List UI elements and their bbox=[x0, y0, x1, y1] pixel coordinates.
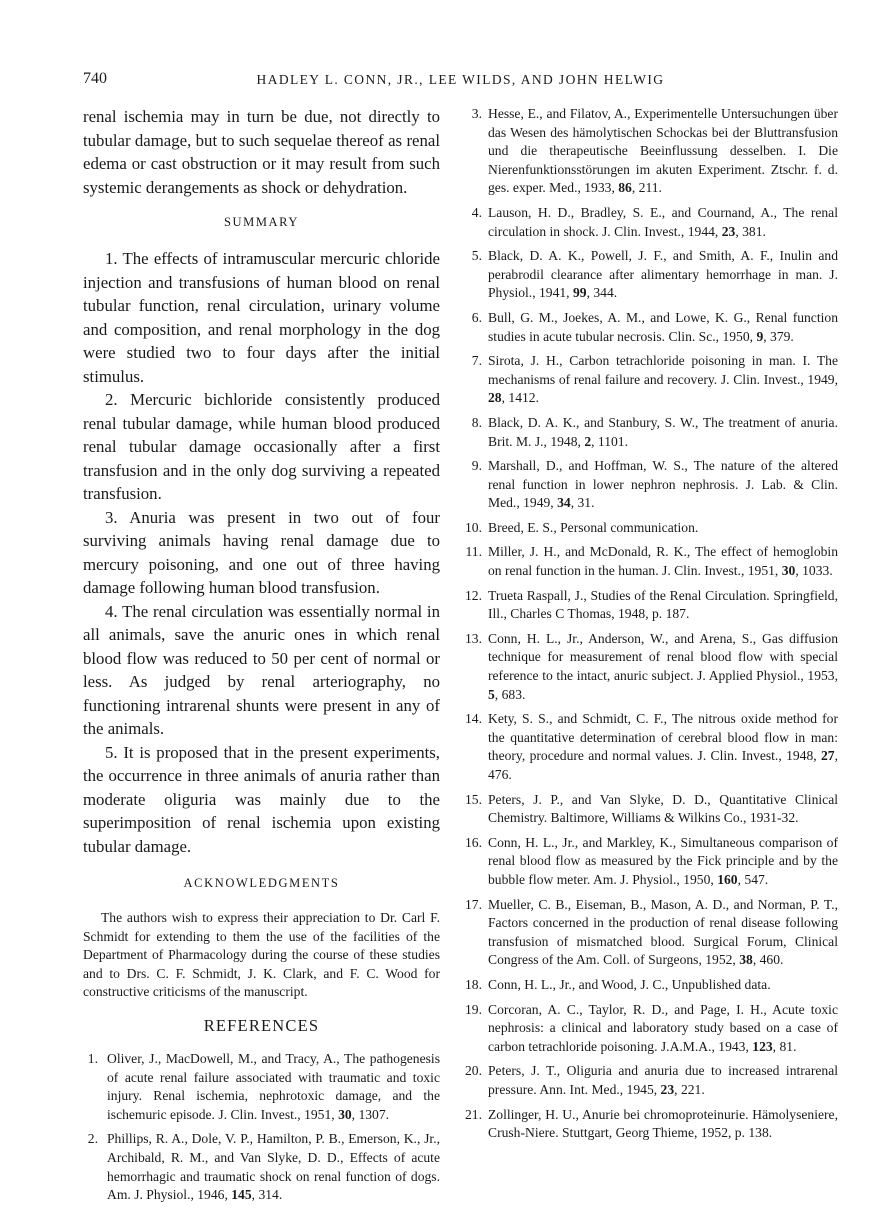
reference-item bbox=[463, 896, 838, 970]
reference-number: 2. bbox=[87, 1131, 98, 1147]
reference-number: 12. bbox=[465, 587, 482, 603]
intro-paragraph: renal ischemia may in turn be due, not directly to tubular damage, but to such sequelae thereof as renal edema or cast obstruction or it may result from such systemic derangements as shock or dehydration. bbox=[83, 107, 440, 197]
reference-volume: 23 bbox=[721, 223, 736, 239]
reference-text: Conn, H. L., Jr., and Markley, K., Simultaneous comparison of renal blood flow as measured by the Fick principle and by the bubble flow meter. Am. J. Physiol., 1950, 160, 547. bbox=[488, 834, 838, 887]
reference-item bbox=[463, 834, 838, 890]
reference-number: 11. bbox=[465, 544, 482, 560]
reference-text: Marshall, D., and Hoffman, W. S., The nature of the altered renal function in lower nephron nephrosis. J. Lab. & Clin. Med., 1949, 34, 31. bbox=[488, 458, 838, 511]
page-number: 740 bbox=[83, 70, 107, 87]
reference-text: Sirota, J. H., Carbon tetrachloride poisoning in man. I. The mechanisms of renal failure and recovery. J. Clin. Invest., 1949, 28, 1412. bbox=[488, 353, 838, 406]
reference-number: 7. bbox=[471, 353, 482, 369]
reference-number: 10. bbox=[465, 519, 482, 535]
reference-text: Trueta Raspall, J., Studies of the Renal Circulation. Springfield, Ill., Charles C Thomas, 1948, p. 187. bbox=[488, 587, 838, 622]
reference-number: 20. bbox=[465, 1063, 482, 1079]
reference-item bbox=[463, 630, 838, 704]
references-list-right bbox=[463, 105, 838, 1143]
reference-number: 9. bbox=[471, 458, 482, 474]
reference-text: Oliver, J., MacDowell, M., and Tracy, A., The pathogenesis of acute renal failure associated with traumatic and toxic injury. Renal ischemia, nephrotoxic damage, and the ischemuric episode. J. Clin. Invest., 1951, 30, 1307. bbox=[107, 1050, 440, 1122]
running-head: HADLEY L. CONN, JR., LEE WILDS, AND JOHN HELWIG bbox=[256, 72, 665, 87]
reference-item bbox=[83, 1130, 440, 1204]
reference-text: Kety, S. S., and Schmidt, C. F., The nitrous oxide method for the quantitative determination of cerebral blood flow in man: theory, procedure and normal values. J. Clin. Invest., 1948, 27, 476. bbox=[488, 711, 838, 782]
reference-item bbox=[463, 1106, 838, 1143]
reference-number: 14. bbox=[465, 711, 482, 727]
reference-item bbox=[463, 204, 838, 241]
page-header bbox=[83, 70, 838, 92]
reference-volume: 23 bbox=[660, 1081, 675, 1097]
reference-text: Mueller, C. B., Eiseman, B., Mason, A. D., and Norman, P. T., Factors concerned in the production of renal disease following transfusion of mismatched blood. Surgical Forum, Clinical Congress of the Am. Coll. of Surgeons, 1952, 38, 460. bbox=[488, 896, 838, 968]
reference-volume: 30 bbox=[338, 1106, 352, 1122]
reference-text: Breed, E. S., Personal communication. bbox=[488, 519, 699, 535]
reference-number: 4. bbox=[471, 204, 482, 220]
left-column bbox=[83, 105, 440, 1211]
reference-item bbox=[463, 352, 838, 408]
acknowledgments-heading: ACKNOWLEDGMENTS bbox=[183, 876, 340, 890]
reference-item bbox=[463, 543, 838, 580]
reference-number: 3. bbox=[471, 106, 482, 121]
reference-volume: 9 bbox=[756, 328, 764, 344]
reference-volume: 27 bbox=[821, 748, 835, 764]
reference-item bbox=[463, 710, 838, 784]
reference-text: Zollinger, H. U., Anurie bei chromoproteinurie. Hämolyseniere, Crush-Niere. Stuttgart, Georg Thieme, 1952, p. 138. bbox=[488, 1106, 838, 1141]
summary-paragraph: 4. The renal circulation was essentially normal in all animals, save the anuric ones in which renal blood flow was reduced to 50 per cent of normal or less. As judged by renal arteriography, no functioning intrarenal shunts were present in any of the animals. bbox=[83, 601, 440, 738]
reference-volume: 145 bbox=[231, 1187, 252, 1203]
reference-volume: 99 bbox=[572, 285, 587, 301]
reference-text: Conn, H. L., Jr., and Wood, J. C., Unpublished data. bbox=[488, 976, 771, 992]
reference-number: 5. bbox=[471, 248, 482, 264]
reference-number: 16. bbox=[465, 834, 482, 850]
reference-text: Bull, G. M., Joekes, A. M., and Lowe, K. G., Renal function studies in acute tubular necrosis. Clin. Sc., 1950, 9, 379. bbox=[488, 309, 838, 344]
summary-paragraph: 2. Mercuric bichloride consistently produced renal tubular damage, while human blood produced renal tubular damage occasionally after a first transfusion and in the only dog surviving a repeated transfusion. bbox=[83, 390, 440, 503]
reference-item bbox=[463, 247, 838, 303]
reference-volume: 30 bbox=[781, 563, 796, 579]
reference-volume: 86 bbox=[618, 180, 632, 196]
reference-text: Peters, J. T., Oliguria and anuria due to increased intrarenal pressure. Ann. Int. Med., 1945, 23, 221. bbox=[488, 1063, 838, 1097]
summary-paragraph: 1. The effects of intramuscular mercuric chloride injection and transfusions of human blood on renal tubular function, renal circulation, urinary volume and composition, and renal morphology in the dog were studied two to four days after the initial stimulus. bbox=[83, 249, 440, 386]
reference-text: Hesse, E., and Filatov, A., Experimentelle Untersuchungen über das Wesen des hämolytischen Schockas bei der Bluttransfusion und die therapeutische Beeinflussung desselben. I. Die Nierenfunktionsstörungen im akuten Experiment. Ztschr. f. d. ges. exper. Med., 1933, 86, 211. bbox=[488, 106, 838, 196]
reference-item bbox=[463, 105, 838, 198]
reference-item bbox=[463, 414, 838, 451]
reference-volume: 5 bbox=[488, 686, 495, 702]
acknowledgments-text: The authors wish to express their appreciation to Dr. Carl F. Schmidt for extending to them the use of the facilities of the Department of Pharmacology during the course of these studies and to Drs. C. F. Schmidt, J. K. Clark, and F. C. Wood for constructive criticisms of the manuscript. bbox=[83, 910, 440, 1000]
reference-text: Miller, J. H., and McDonald, R. K., The effect of hemoglobin on renal function in the human. J. Clin. Invest., 1951, 30, 1033. bbox=[488, 544, 838, 579]
reference-volume: 123 bbox=[752, 1038, 773, 1054]
summary-section bbox=[83, 247, 440, 858]
reference-item bbox=[463, 587, 838, 624]
reference-text: Black, D. A. K., Powell, J. F., and Smith, A. F., Inulin and perabrodil clearance after alimentary hemorrhage in man. J. Physiol., 1941, 99, 344. bbox=[488, 248, 838, 301]
reference-text: Peters, J. P., and Van Slyke, D. D., Quantitative Clinical Chemistry. Baltimore, Williams & Wilkins Co., 1931-32. bbox=[488, 791, 838, 826]
reference-item bbox=[463, 976, 838, 995]
reference-volume: 160 bbox=[717, 871, 738, 887]
reference-text: Black, D. A. K., and Stanbury, S. W., The treatment of anuria. Brit. M. J., 1948, 2, 1101. bbox=[488, 414, 838, 449]
reference-number: 21. bbox=[465, 1106, 482, 1122]
reference-volume: 38 bbox=[739, 952, 753, 968]
reference-number: 15. bbox=[465, 791, 482, 807]
reference-item bbox=[83, 1050, 440, 1124]
reference-volume: 28 bbox=[488, 390, 502, 406]
reference-number: 8. bbox=[471, 414, 482, 430]
reference-number: 19. bbox=[465, 1001, 482, 1017]
reference-item bbox=[463, 791, 838, 828]
right-column bbox=[463, 105, 838, 1149]
reference-text: Lauson, H. D., Bradley, S. E., and Cournand, A., The renal circulation in shock. J. Clin. Invest., 1944, 23, 381. bbox=[488, 204, 838, 239]
reference-text: Phillips, R. A., Dole, V. P., Hamilton, P. B., Emerson, K., Jr., Archibald, R. M., and Van Slyke, D. D., Effects of acute hemorrhagic and traumatic shock on renal function of dogs. Am. J. Physiol., 1946, 145, 314. bbox=[107, 1131, 440, 1203]
reference-number: 18. bbox=[465, 976, 482, 992]
reference-item bbox=[463, 457, 838, 513]
reference-item bbox=[463, 1062, 838, 1099]
reference-number: 13. bbox=[465, 630, 482, 646]
reference-item bbox=[463, 309, 838, 346]
summary-paragraph: 5. It is proposed that in the present experiments, the occurrence in three animals of anuria rather than moderate oliguria was mainly due to the superimposition of renal ischemia upon existing tubular damage. bbox=[83, 742, 440, 856]
reference-volume: 34 bbox=[557, 495, 571, 511]
reference-number: 6. bbox=[471, 309, 482, 325]
reference-volume: 2 bbox=[584, 433, 592, 449]
summary-heading: SUMMARY bbox=[223, 215, 300, 229]
reference-number: 1. bbox=[87, 1050, 98, 1066]
reference-text: Corcoran, A. C., Taylor, R. D., and Page, I. H., Acute toxic nephrosis: a clinical and laboratory study based on a case of carbon tetrachloride poisoning. J.A.M.A., 1943, 123, 81. bbox=[488, 1001, 838, 1054]
reference-number: 17. bbox=[465, 896, 482, 912]
references-heading: REFERENCES bbox=[203, 1015, 320, 1035]
reference-item bbox=[463, 519, 838, 538]
summary-paragraph: 3. Anuria was present in two out of four surviving animals having renal damage due to mercury poisoning, and one out of three having damage following human blood transfusion. bbox=[83, 507, 440, 597]
references-list-left bbox=[83, 1050, 440, 1205]
reference-text: Conn, H. L., Jr., Anderson, W., and Arena, S., Gas diffusion technique for measurement of renal blood flow with special reference to the intact, anuric subject. J. Applied Physiol., 1953, 5, 683. bbox=[488, 630, 838, 702]
reference-item bbox=[463, 1001, 838, 1057]
